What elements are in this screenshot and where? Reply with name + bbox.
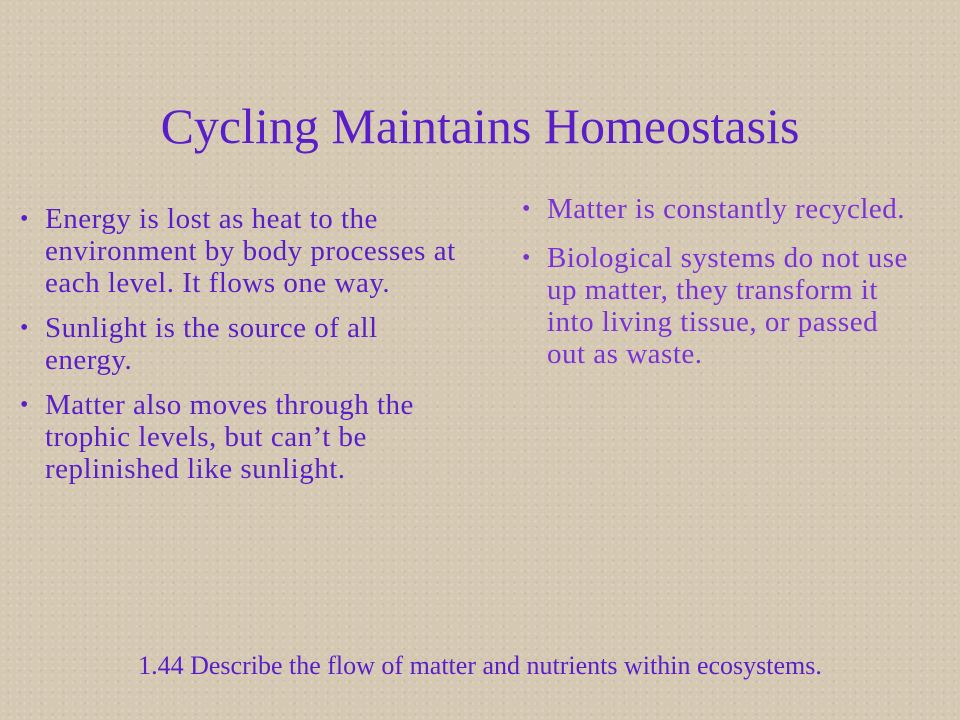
bullet-point-icon: • [522,245,531,271]
standard-footnote: 1.44 Describe the flow of matter and nutrients within ecosystems. [138,651,822,680]
bullet-text: Biological systems do not use up matter, they transform it into living tissue, or passed out as waste. [547,242,908,370]
left-bullet-item [20,312,460,376]
bullet-text: Energy is lost as heat to the environment by body processes at each level. It flows one way. [45,203,456,299]
bullet-text: Matter is constantly recycled. [547,193,906,225]
right-bullet-item [522,242,912,370]
bullet-point-icon: • [20,206,29,232]
right-bullet-item [522,193,912,225]
right-bullet-list [522,193,912,370]
bullet-text: Matter also moves through the trophic levels, but can’t be replinished like sunlight. [45,389,414,485]
slide-title: Cycling Maintains Homeostasis [160,98,800,154]
bullet-point-icon: • [522,196,531,222]
bullet-point-icon: • [20,392,29,418]
bullet-point-icon: • [20,315,29,341]
left-bullet-item [20,203,460,299]
left-bullet-item [20,389,460,485]
bullet-text: Sunlight is the source of all energy. [45,312,378,376]
left-bullet-list [20,203,460,485]
